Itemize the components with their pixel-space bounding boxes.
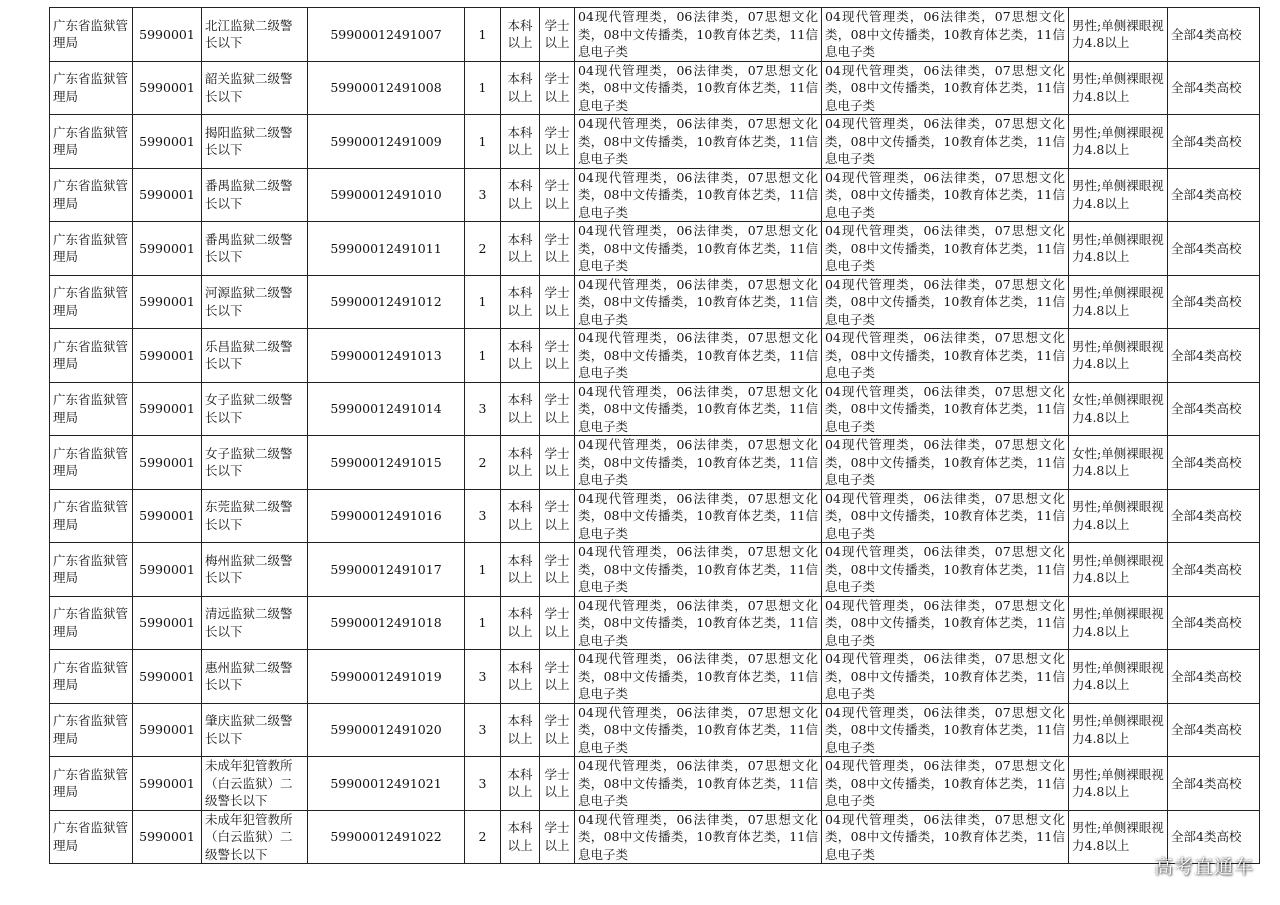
cell-major-undergrad: 04现代管理类，06法律类，07思想文化类，08中文传播类，10教育体艺类，11信息电子类: [575, 61, 822, 115]
cell-major-undergrad: 04现代管理类，06法律类，07思想文化类，08中文传播类，10教育体艺类，11信息电子类: [575, 382, 822, 436]
cell-unit-code: 5990001: [133, 329, 202, 383]
table-row: [50, 489, 1260, 543]
cell-position-code: 59900012491012: [308, 275, 465, 329]
cell-position: 梅州监狱二级警长以下: [202, 543, 308, 597]
cell-school-type: 全部4类高校: [1168, 436, 1260, 490]
cell-education: 本科以上: [501, 436, 540, 490]
table-row: [50, 168, 1260, 222]
cell-position-code: 59900012491013: [308, 329, 465, 383]
cell-degree: 学士以上: [540, 543, 575, 597]
cell-school-type: 全部4类高校: [1168, 382, 1260, 436]
cell-count: 3: [465, 703, 501, 757]
cell-major-graduate: 04现代管理类，06法律类，07思想文化类，08中文传播类，10教育体艺类，11信息电子类: [822, 222, 1069, 276]
table-row: [50, 757, 1260, 811]
cell-position-code: 59900012491014: [308, 382, 465, 436]
cell-position: 未成年犯管教所（白云监狱）二级警长以下: [202, 810, 308, 864]
cell-requirement: 男性;单侧裸眼视力4.8以上: [1069, 543, 1168, 597]
cell-unit: 广东省监狱管理局: [50, 596, 133, 650]
cell-school-type: 全部4类高校: [1168, 222, 1260, 276]
cell-degree: 学士以上: [540, 650, 575, 704]
cell-position: 女子监狱二级警长以下: [202, 382, 308, 436]
cell-unit: 广东省监狱管理局: [50, 543, 133, 597]
cell-education: 本科以上: [501, 275, 540, 329]
cell-major-undergrad: 04现代管理类，06法律类，07思想文化类，08中文传播类，10教育体艺类，11信息电子类: [575, 275, 822, 329]
cell-major-graduate: 04现代管理类，06法律类，07思想文化类，08中文传播类，10教育体艺类，11信息电子类: [822, 596, 1069, 650]
cell-count: 3: [465, 489, 501, 543]
cell-position-code: 59900012491007: [308, 8, 465, 62]
recruitment-table: [49, 7, 1260, 864]
cell-count: 1: [465, 275, 501, 329]
cell-major-undergrad: 04现代管理类，06法律类，07思想文化类，08中文传播类，10教育体艺类，11信息电子类: [575, 703, 822, 757]
cell-position-code: 59900012491009: [308, 115, 465, 169]
cell-count: 1: [465, 596, 501, 650]
cell-degree: 学士以上: [540, 436, 575, 490]
cell-major-undergrad: 04现代管理类，06法律类，07思想文化类，08中文传播类，10教育体艺类，11信息电子类: [575, 810, 822, 864]
cell-unit-code: 5990001: [133, 168, 202, 222]
cell-position-code: 59900012491017: [308, 543, 465, 597]
cell-unit: 广东省监狱管理局: [50, 275, 133, 329]
cell-major-graduate: 04现代管理类，06法律类，07思想文化类，08中文传播类，10教育体艺类，11信息电子类: [822, 543, 1069, 597]
cell-requirement: 男性;单侧裸眼视力4.8以上: [1069, 596, 1168, 650]
cell-degree: 学士以上: [540, 810, 575, 864]
cell-requirement: 男性;单侧裸眼视力4.8以上: [1069, 115, 1168, 169]
cell-education: 本科以上: [501, 810, 540, 864]
cell-school-type: 全部4类高校: [1168, 489, 1260, 543]
cell-education: 本科以上: [501, 596, 540, 650]
cell-school-type: 全部4类高校: [1168, 703, 1260, 757]
cell-education: 本科以上: [501, 8, 540, 62]
cell-unit: 广东省监狱管理局: [50, 757, 133, 811]
cell-position-code: 59900012491018: [308, 596, 465, 650]
cell-unit-code: 5990001: [133, 115, 202, 169]
cell-unit: 广东省监狱管理局: [50, 115, 133, 169]
cell-education: 本科以上: [501, 168, 540, 222]
cell-count: 2: [465, 810, 501, 864]
cell-position-code: 59900012491021: [308, 757, 465, 811]
cell-school-type: 全部4类高校: [1168, 115, 1260, 169]
cell-position: 揭阳监狱二级警长以下: [202, 115, 308, 169]
cell-unit: 广东省监狱管理局: [50, 329, 133, 383]
cell-unit: 广东省监狱管理局: [50, 436, 133, 490]
cell-position: 韶关监狱二级警长以下: [202, 61, 308, 115]
cell-education: 本科以上: [501, 329, 540, 383]
cell-position: 北江监狱二级警长以下: [202, 8, 308, 62]
cell-position: 清远监狱二级警长以下: [202, 596, 308, 650]
cell-position-code: 59900012491020: [308, 703, 465, 757]
cell-education: 本科以上: [501, 703, 540, 757]
cell-position: 肇庆监狱二级警长以下: [202, 703, 308, 757]
table-row: [50, 8, 1260, 62]
cell-requirement: 女性;单侧裸眼视力4.8以上: [1069, 436, 1168, 490]
cell-major-graduate: 04现代管理类，06法律类，07思想文化类，08中文传播类，10教育体艺类，11信息电子类: [822, 810, 1069, 864]
cell-unit-code: 5990001: [133, 596, 202, 650]
cell-unit: 广东省监狱管理局: [50, 8, 133, 62]
cell-position: 番禺监狱二级警长以下: [202, 222, 308, 276]
cell-major-undergrad: 04现代管理类，06法律类，07思想文化类，08中文传播类，10教育体艺类，11信息电子类: [575, 596, 822, 650]
cell-major-graduate: 04现代管理类，06法律类，07思想文化类，08中文传播类，10教育体艺类，11信息电子类: [822, 650, 1069, 704]
cell-count: 2: [465, 222, 501, 276]
cell-requirement: 男性;单侧裸眼视力4.8以上: [1069, 757, 1168, 811]
cell-position-code: 59900012491008: [308, 61, 465, 115]
cell-major-graduate: 04现代管理类，06法律类，07思想文化类，08中文传播类，10教育体艺类，11信息电子类: [822, 115, 1069, 169]
cell-requirement: 男性;单侧裸眼视力4.8以上: [1069, 8, 1168, 62]
cell-degree: 学士以上: [540, 222, 575, 276]
table-row: [50, 275, 1260, 329]
cell-unit-code: 5990001: [133, 222, 202, 276]
cell-position-code: 59900012491019: [308, 650, 465, 704]
cell-unit-code: 5990001: [133, 757, 202, 811]
cell-count: 1: [465, 543, 501, 597]
cell-unit-code: 5990001: [133, 8, 202, 62]
cell-unit-code: 5990001: [133, 543, 202, 597]
table-row: [50, 650, 1260, 704]
cell-school-type: 全部4类高校: [1168, 596, 1260, 650]
cell-requirement: 男性;单侧裸眼视力4.8以上: [1069, 275, 1168, 329]
cell-degree: 学士以上: [540, 703, 575, 757]
cell-major-graduate: 04现代管理类，06法律类，07思想文化类，08中文传播类，10教育体艺类，11信息电子类: [822, 61, 1069, 115]
cell-unit-code: 5990001: [133, 61, 202, 115]
cell-requirement: 女性;单侧裸眼视力4.8以上: [1069, 382, 1168, 436]
cell-requirement: 男性;单侧裸眼视力4.8以上: [1069, 329, 1168, 383]
cell-unit: 广东省监狱管理局: [50, 222, 133, 276]
cell-position: 河源监狱二级警长以下: [202, 275, 308, 329]
cell-unit: 广东省监狱管理局: [50, 703, 133, 757]
cell-requirement: 男性;单侧裸眼视力4.8以上: [1069, 650, 1168, 704]
table-row: [50, 115, 1260, 169]
cell-major-graduate: 04现代管理类，06法律类，07思想文化类，08中文传播类，10教育体艺类，11信息电子类: [822, 757, 1069, 811]
cell-degree: 学士以上: [540, 757, 575, 811]
cell-unit-code: 5990001: [133, 650, 202, 704]
cell-major-undergrad: 04现代管理类，06法律类，07思想文化类，08中文传播类，10教育体艺类，11信息电子类: [575, 329, 822, 383]
cell-major-undergrad: 04现代管理类，06法律类，07思想文化类，08中文传播类，10教育体艺类，11信息电子类: [575, 168, 822, 222]
cell-unit: 广东省监狱管理局: [50, 810, 133, 864]
cell-unit: 广东省监狱管理局: [50, 650, 133, 704]
cell-requirement: 男性;单侧裸眼视力4.8以上: [1069, 810, 1168, 864]
cell-major-undergrad: 04现代管理类，06法律类，07思想文化类，08中文传播类，10教育体艺类，11信息电子类: [575, 8, 822, 62]
cell-position-code: 59900012491016: [308, 489, 465, 543]
cell-requirement: 男性;单侧裸眼视力4.8以上: [1069, 703, 1168, 757]
cell-unit-code: 5990001: [133, 489, 202, 543]
cell-school-type: 全部4类高校: [1168, 650, 1260, 704]
cell-major-graduate: 04现代管理类，06法律类，07思想文化类，08中文传播类，10教育体艺类，11信息电子类: [822, 275, 1069, 329]
cell-school-type: 全部4类高校: [1168, 810, 1260, 864]
cell-degree: 学士以上: [540, 382, 575, 436]
cell-major-undergrad: 04现代管理类，06法律类，07思想文化类，08中文传播类，10教育体艺类，11信息电子类: [575, 543, 822, 597]
cell-education: 本科以上: [501, 115, 540, 169]
watermark-text: 高考直通车: [1153, 856, 1254, 878]
cell-unit: 广东省监狱管理局: [50, 382, 133, 436]
cell-position-code: 59900012491015: [308, 436, 465, 490]
table-row: [50, 61, 1260, 115]
cell-major-graduate: 04现代管理类，06法律类，07思想文化类，08中文传播类，10教育体艺类，11信息电子类: [822, 703, 1069, 757]
cell-requirement: 男性;单侧裸眼视力4.8以上: [1069, 61, 1168, 115]
table-row: [50, 222, 1260, 276]
cell-count: 1: [465, 61, 501, 115]
cell-major-graduate: 04现代管理类，06法律类，07思想文化类，08中文传播类，10教育体艺类，11信息电子类: [822, 168, 1069, 222]
cell-major-graduate: 04现代管理类，06法律类，07思想文化类，08中文传播类，10教育体艺类，11信息电子类: [822, 329, 1069, 383]
cell-education: 本科以上: [501, 489, 540, 543]
cell-major-undergrad: 04现代管理类，06法律类，07思想文化类，08中文传播类，10教育体艺类，11信息电子类: [575, 757, 822, 811]
cell-school-type: 全部4类高校: [1168, 275, 1260, 329]
cell-unit: 广东省监狱管理局: [50, 168, 133, 222]
cell-degree: 学士以上: [540, 489, 575, 543]
cell-education: 本科以上: [501, 650, 540, 704]
cell-school-type: 全部4类高校: [1168, 61, 1260, 115]
cell-position: 未成年犯管教所（白云监狱）二级警长以下: [202, 757, 308, 811]
cell-requirement: 男性;单侧裸眼视力4.8以上: [1069, 222, 1168, 276]
cell-count: 3: [465, 650, 501, 704]
table-row: [50, 543, 1260, 597]
cell-requirement: 男性;单侧裸眼视力4.8以上: [1069, 489, 1168, 543]
cell-requirement: 男性;单侧裸眼视力4.8以上: [1069, 168, 1168, 222]
cell-unit-code: 5990001: [133, 382, 202, 436]
cell-unit: 广东省监狱管理局: [50, 61, 133, 115]
cell-position-code: 59900012491010: [308, 168, 465, 222]
cell-school-type: 全部4类高校: [1168, 8, 1260, 62]
cell-education: 本科以上: [501, 757, 540, 811]
cell-count: 1: [465, 329, 501, 383]
table-row: [50, 703, 1260, 757]
cell-count: 2: [465, 436, 501, 490]
cell-major-graduate: 04现代管理类，06法律类，07思想文化类，08中文传播类，10教育体艺类，11信息电子类: [822, 489, 1069, 543]
cell-degree: 学士以上: [540, 596, 575, 650]
cell-major-undergrad: 04现代管理类，06法律类，07思想文化类，08中文传播类，10教育体艺类，11信息电子类: [575, 222, 822, 276]
cell-position: 惠州监狱二级警长以下: [202, 650, 308, 704]
cell-education: 本科以上: [501, 61, 540, 115]
cell-major-graduate: 04现代管理类，06法律类，07思想文化类，08中文传播类，10教育体艺类，11信息电子类: [822, 436, 1069, 490]
cell-count: 1: [465, 8, 501, 62]
cell-education: 本科以上: [501, 543, 540, 597]
cell-unit-code: 5990001: [133, 275, 202, 329]
table-body: [50, 8, 1260, 864]
cell-school-type: 全部4类高校: [1168, 329, 1260, 383]
table-row: [50, 329, 1260, 383]
cell-position: 番禺监狱二级警长以下: [202, 168, 308, 222]
cell-degree: 学士以上: [540, 61, 575, 115]
cell-degree: 学士以上: [540, 275, 575, 329]
cell-major-graduate: 04现代管理类，06法律类，07思想文化类，08中文传播类，10教育体艺类，11信息电子类: [822, 8, 1069, 62]
table-row: [50, 596, 1260, 650]
cell-degree: 学士以上: [540, 8, 575, 62]
cell-position: 乐昌监狱二级警长以下: [202, 329, 308, 383]
cell-unit-code: 5990001: [133, 703, 202, 757]
cell-degree: 学士以上: [540, 115, 575, 169]
cell-major-undergrad: 04现代管理类，06法律类，07思想文化类，08中文传播类，10教育体艺类，11信息电子类: [575, 436, 822, 490]
cell-unit: 广东省监狱管理局: [50, 489, 133, 543]
cell-position-code: 59900012491022: [308, 810, 465, 864]
cell-count: 3: [465, 382, 501, 436]
table-row: [50, 810, 1260, 864]
table-row: [50, 436, 1260, 490]
cell-position-code: 59900012491011: [308, 222, 465, 276]
cell-count: 1: [465, 115, 501, 169]
cell-major-graduate: 04现代管理类，06法律类，07思想文化类，08中文传播类，10教育体艺类，11信息电子类: [822, 382, 1069, 436]
cell-major-undergrad: 04现代管理类，06法律类，07思想文化类，08中文传播类，10教育体艺类，11信息电子类: [575, 489, 822, 543]
cell-school-type: 全部4类高校: [1168, 168, 1260, 222]
cell-school-type: 全部4类高校: [1168, 543, 1260, 597]
cell-unit-code: 5990001: [133, 810, 202, 864]
table-row: [50, 382, 1260, 436]
cell-unit-code: 5990001: [133, 436, 202, 490]
cell-position: 女子监狱二级警长以下: [202, 436, 308, 490]
cell-count: 3: [465, 757, 501, 811]
cell-school-type: 全部4类高校: [1168, 757, 1260, 811]
cell-position: 东莞监狱二级警长以下: [202, 489, 308, 543]
cell-major-undergrad: 04现代管理类，06法律类，07思想文化类，08中文传播类，10教育体艺类，11信息电子类: [575, 650, 822, 704]
cell-degree: 学士以上: [540, 329, 575, 383]
cell-degree: 学士以上: [540, 168, 575, 222]
cell-major-undergrad: 04现代管理类，06法律类，07思想文化类，08中文传播类，10教育体艺类，11信息电子类: [575, 115, 822, 169]
cell-education: 本科以上: [501, 222, 540, 276]
cell-count: 3: [465, 168, 501, 222]
cell-education: 本科以上: [501, 382, 540, 436]
